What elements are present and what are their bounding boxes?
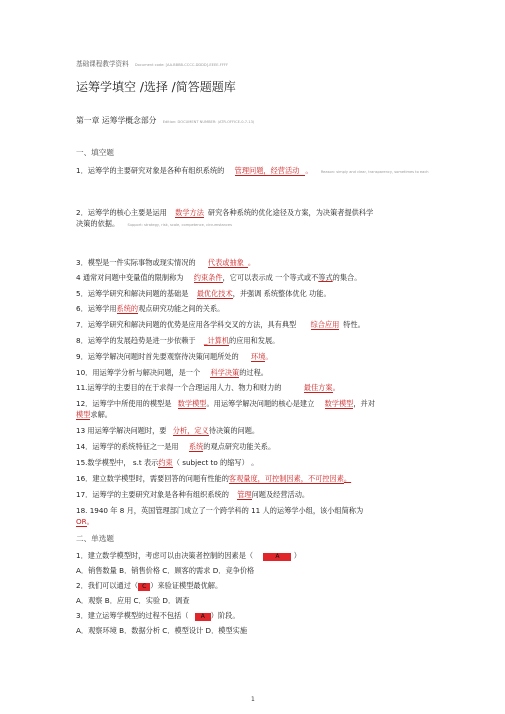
fill-text: 16．建立数学模型时，需要回答的问题有性能的 bbox=[76, 474, 229, 483]
fill-answer: OR bbox=[76, 517, 87, 526]
fill-answer: 最优化技术 bbox=[196, 289, 233, 298]
answer-highlight: C bbox=[138, 583, 150, 591]
fill-item-12-cont bbox=[76, 410, 112, 420]
fill-text: 。 bbox=[305, 166, 313, 175]
fill-item-8 bbox=[76, 336, 279, 346]
fill-answer: 管理问题，经营活动 bbox=[235, 166, 306, 176]
fill-text: 10．用运筹学分析与解决问题，是一个 bbox=[76, 368, 201, 377]
fill-item-15 bbox=[76, 458, 258, 468]
fill-text: 11 人的运筹学小组，该小组简称为 bbox=[251, 506, 364, 515]
fill-text: 17．运筹学的主要研究对象是各种有组织系统的 bbox=[76, 490, 229, 499]
fill-answer: 约束条件 bbox=[193, 273, 223, 282]
fill-answer: 约束 bbox=[158, 458, 173, 467]
header-label: 基础课程教学资料 bbox=[76, 60, 129, 68]
fill-item-13 bbox=[76, 426, 259, 436]
fill-item-17 bbox=[76, 490, 309, 500]
fill-answer: 等式 bbox=[318, 273, 333, 282]
fill-item-4 bbox=[76, 273, 361, 283]
fill-text: 14．运筹学的系统特征之一是用 bbox=[76, 442, 179, 451]
fill-text: 3．模型是一件实际事物或现实情况的 bbox=[76, 258, 196, 267]
fill-item-18-cont bbox=[76, 517, 94, 527]
fill-item-12 bbox=[76, 399, 375, 409]
fill-text: 5．运筹学研究和解决问题的基础是 bbox=[76, 289, 189, 298]
fill-answer: _计算机 bbox=[203, 336, 230, 345]
fill-answer: 环境 bbox=[251, 352, 266, 361]
page-number: 1 bbox=[251, 696, 255, 703]
fill-text: 决策的依据。 bbox=[76, 219, 120, 228]
fill-answer: 管理 bbox=[237, 490, 252, 499]
fill-text: 7．运筹学研究和解决问题的优势是应用各学科交叉的方法，具有典型 bbox=[76, 320, 297, 329]
fill-text: 问题及经营活动。 bbox=[251, 490, 310, 499]
fill-answer: 系统的 bbox=[116, 304, 139, 313]
fill-answer: 分析，定义 bbox=[172, 426, 209, 435]
answer-highlight: A bbox=[263, 553, 291, 561]
fill-answer: 模型 bbox=[76, 410, 91, 419]
fill-item-3 bbox=[76, 258, 255, 268]
chapter-label: 第一章 运筹学概念部分 bbox=[76, 116, 157, 125]
fill-text: 11.运筹学的主要目的在于求得一个合理运用人力、物力和财力的 bbox=[76, 383, 282, 392]
header-line bbox=[76, 60, 228, 70]
choice-options-1: A．销售数量 B．销售价格 C．顾客的需求 D．竞争价格 bbox=[76, 566, 255, 575]
fill-answer: 客观量度，可控制因素，不可控因素 bbox=[228, 474, 344, 483]
fill-text: 研究各种系统的优化途径及方案，为决策者提供科学 bbox=[207, 208, 374, 217]
fill-text: ，并对 bbox=[353, 399, 375, 408]
fill-text: （ subject to 的缩写） 。 bbox=[172, 458, 259, 467]
fill-text: 9．运筹学解决问题时首先要观察待决策问题所处的 bbox=[76, 352, 239, 361]
fill-text: 求解。 bbox=[90, 410, 112, 419]
question-text: 2．我们可以通过（ bbox=[76, 581, 139, 590]
fill-answer: 数学模型 bbox=[324, 399, 354, 408]
choice-question-2 bbox=[76, 581, 222, 591]
fill-item-6 bbox=[76, 304, 224, 314]
chapter-faint-text: Edition: DOCUMENT NUMBER: (ATR-OFFICE-0-7-13) bbox=[162, 120, 255, 124]
section-heading-single: 二、单选题 bbox=[76, 534, 114, 543]
fill-item-16 bbox=[76, 474, 351, 484]
fill-item-5 bbox=[76, 289, 331, 299]
faint-annotation: Reason: simply and clear, transparency, sometimes to each bbox=[320, 170, 429, 174]
fill-text: 。 bbox=[86, 517, 94, 526]
fill-item-7 bbox=[76, 320, 365, 330]
section-heading-fill: 一、填空题 bbox=[76, 148, 114, 157]
fill-answer: 数学方法 bbox=[175, 208, 204, 217]
fill-text: 的集合。 bbox=[332, 273, 362, 282]
question-text: ）来验证模型最优解。 bbox=[150, 581, 223, 590]
fill-text: 特性。 bbox=[343, 320, 365, 329]
fill-item-14 bbox=[76, 442, 275, 452]
question-text: ）阶段。 bbox=[210, 611, 240, 620]
fill-item-18 bbox=[76, 506, 363, 515]
fill-text: 。用运筹学解决问题的核心是建立 bbox=[206, 399, 315, 408]
question-text: ） bbox=[293, 551, 301, 560]
question-text: 3．建立运筹学模型的过程不包括（ bbox=[76, 611, 189, 620]
fill-text: 15.数学模型中， s.t 表示 bbox=[76, 458, 159, 467]
fill-text: 。 bbox=[265, 352, 273, 361]
fill-text: 。 bbox=[247, 258, 256, 267]
fill-text: 。 bbox=[332, 383, 340, 392]
chapter-line bbox=[76, 116, 254, 127]
fill-answer: 最佳方案 bbox=[303, 383, 333, 392]
fill-text: ，并强调 系统整体优化 功能。 bbox=[232, 289, 331, 298]
answer-highlight: A bbox=[195, 613, 211, 621]
fill-item-2 bbox=[76, 208, 373, 218]
fill-answer: 综合应用 bbox=[310, 320, 340, 329]
fill-text: 待决策的问题。 bbox=[208, 426, 260, 435]
header-faint-text: Document code: [AA.BBBB-CCCC-DDDD]-EEEE-FFFF bbox=[134, 63, 229, 67]
fill-text: 12．运筹学中所使用的模型是 bbox=[76, 399, 172, 408]
fill-text: 4 通常对问题中变量值的限制称为 bbox=[76, 273, 184, 282]
fill-text: 2．运筹学的核心主要是运用 bbox=[76, 208, 167, 217]
fill-text: 的过程。 bbox=[239, 368, 268, 377]
fill-text: 的观点研究功能关系。 bbox=[203, 442, 276, 451]
fill-item-9 bbox=[76, 352, 273, 362]
fill-item-11 bbox=[76, 383, 340, 393]
choice-options-3: A．观察环境 B．数据分析 C．模型设计 D．模型实施 bbox=[76, 626, 248, 635]
choice-options-2: A．观察 B．应用 C．实验 D．调查 bbox=[76, 596, 190, 605]
fill-text: 18. 1940 年 8 月，英国管理部门成立了一个跨学科的 bbox=[76, 506, 249, 515]
fill-text: 6．运筹学用 bbox=[76, 304, 117, 313]
choice-question-1 bbox=[76, 551, 301, 561]
fill-text: 8．运筹学的发展趋势是进一步依赖于 bbox=[76, 336, 196, 345]
fill-answer: 系统 bbox=[188, 442, 204, 451]
fill-answer: 科学决策 bbox=[210, 368, 240, 377]
fill-text: 的应用和发展。 bbox=[229, 336, 280, 345]
fill-text: 13 用运筹学解决问题时，要 bbox=[76, 426, 167, 435]
faint-annotation: Support: strategy, risk, scale, competence, circumstances bbox=[127, 223, 233, 227]
fill-item-1 bbox=[76, 166, 429, 177]
fill-text: ，它可以表示成 一个等式或不 bbox=[222, 273, 319, 282]
fill-answer: 数学模型 bbox=[177, 399, 207, 408]
page-title: 运筹学填空 /选择 /简答题题库 bbox=[76, 80, 236, 94]
fill-text: 。 bbox=[343, 474, 352, 483]
fill-item-2-cont bbox=[76, 219, 232, 230]
fill-text: 观点研究功能之间的关系。 bbox=[138, 304, 225, 313]
fill-answer: 代表或抽象 bbox=[208, 258, 248, 268]
fill-item-10 bbox=[76, 368, 268, 378]
fill-text: 1．运筹学的主要研究对象是各种有组织系统的 bbox=[76, 166, 225, 175]
choice-question-3 bbox=[76, 611, 240, 621]
question-text: 1．建立数学模型时，考虑可以由决策者控制的因素是（ bbox=[76, 551, 254, 560]
